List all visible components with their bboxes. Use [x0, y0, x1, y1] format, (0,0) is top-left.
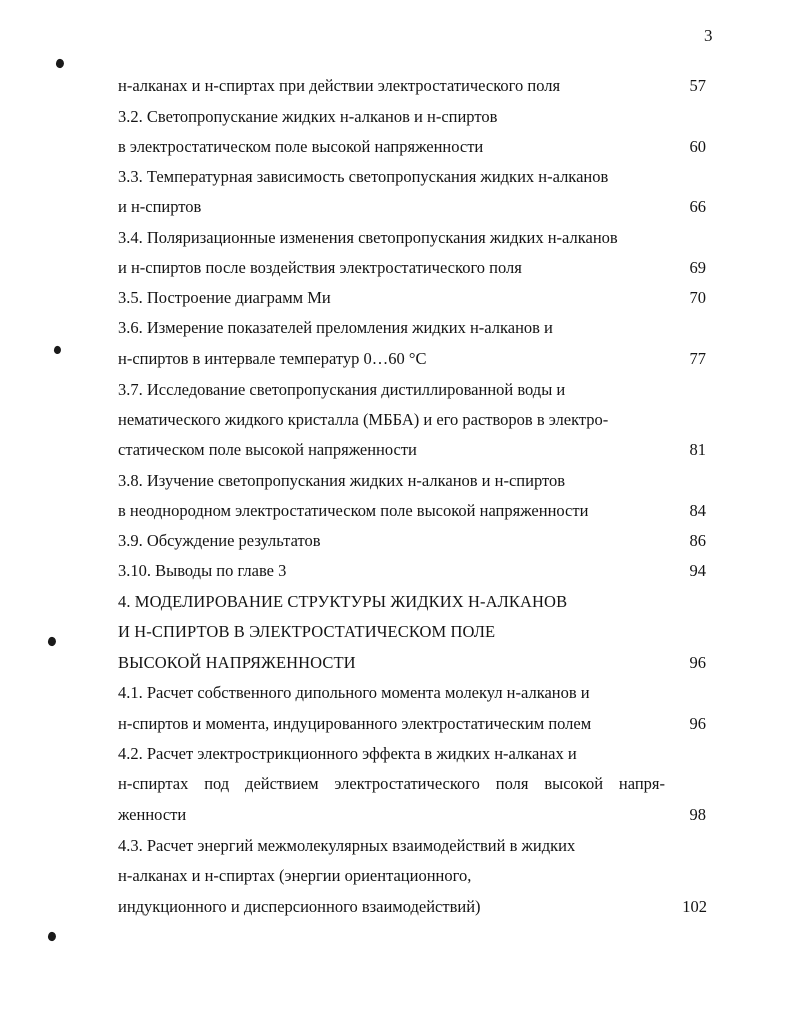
toc-entry-page: 69	[689, 258, 706, 277]
toc-entry-page: 86	[689, 531, 706, 550]
toc-chapter-heading: ВЫСОКОЙ НАПРЯЖЕННОСТИ	[118, 653, 356, 672]
toc-entry-text: и н-спиртов после воздействия электростатического поля	[118, 258, 522, 277]
toc-entry-text: 3.6. Измерение показателей преломления жидких н-алканов и	[118, 318, 553, 337]
toc-entry-text: н-спиртах под действием электростатического поля высокой напря-	[118, 774, 665, 793]
toc-entry-page: 84	[689, 501, 706, 520]
toc-entry-text: 3.10. Выводы по главе 3	[118, 561, 287, 580]
toc-entry-text: н-алканах и н-спиртах (энергии ориентационного,	[118, 866, 472, 885]
toc-entry-text: 4.3. Расчет энергий межмолекулярных взаимодействий в жидких	[118, 836, 576, 855]
toc-chapter-heading: 4. МОДЕЛИРОВАНИЕ СТРУКТУРЫ ЖИДКИХ Н-АЛКАНОВ	[118, 592, 568, 611]
toc-entry-page: 96	[689, 653, 706, 672]
toc-entry-text: статическом поле высокой напряженности	[118, 440, 417, 459]
toc-entry-text: 3.9. Обсуждение результатов	[118, 531, 321, 550]
binding-mark	[47, 931, 58, 942]
toc-entry-text: 3.8. Изучение светопропускания жидких н-алканов и н-спиртов	[118, 471, 566, 490]
toc-entry-text: в электростатическом поле высокой напряженности	[118, 137, 484, 156]
binding-mark	[55, 58, 66, 69]
toc-entry-page: 98	[689, 805, 706, 824]
binding-mark	[53, 345, 62, 355]
toc-entry-text: нематического жидкого кристалла (МББА) и его растворов в электро-	[118, 410, 609, 429]
toc-chapter-heading: И Н-СПИРТОВ В ЭЛЕКТРОСТАТИЧЕСКОМ ПОЛЕ	[118, 622, 496, 641]
toc-entry-text: 4.1. Расчет собственного дипольного момента молекул н-алканов и	[118, 683, 590, 702]
toc-entry-text: 3.7. Исследование светопропускания дистиллированной воды и	[118, 380, 566, 399]
toc-entry-text: индукционного и дисперсионного взаимодействий)	[118, 897, 481, 916]
toc-entry-page: 60	[689, 137, 706, 156]
toc-entry-text: 4.2. Расчет электрострикционного эффекта в жидких н-алканах и	[118, 744, 577, 763]
toc-entry-text: н-алканах и н-спиртах при действии электростатического поля	[118, 76, 561, 95]
toc-entry-page: 66	[689, 197, 706, 216]
toc-entry-text: и н-спиртов	[118, 197, 202, 216]
toc-entry-page: 102	[682, 897, 707, 916]
toc-entry-page: 77	[689, 349, 706, 368]
toc-entry-text: 3.4. Поляризационные изменения светопропускания жидких н-алканов	[118, 228, 618, 247]
toc-entry-text: н-спиртов в интервале температур 0…60 °С	[118, 349, 427, 368]
toc-entry-text: 3.2. Светопропускание жидких н-алканов и н-спиртов	[118, 107, 498, 126]
toc-entry-page: 70	[689, 288, 706, 307]
toc-entry-text: 3.5. Построение диаграмм Ми	[118, 288, 331, 307]
page-number: 3	[704, 26, 713, 45]
toc-entry-text: женности	[118, 805, 187, 824]
toc-entry-page: 57	[689, 76, 706, 95]
toc-entry-page: 81	[689, 440, 706, 459]
binding-mark	[47, 636, 58, 647]
toc-entry-text: н-спиртов и момента, индуцированного электростатическим полем	[118, 714, 592, 733]
toc-entry-page: 94	[689, 561, 706, 580]
toc-entry-text: 3.3. Температурная зависимость светопропускания жидких н-алканов	[118, 167, 609, 186]
toc-entry-text: в неоднородном электростатическом поле высокой напряженности	[118, 501, 589, 520]
toc-entry-page: 96	[689, 714, 706, 733]
